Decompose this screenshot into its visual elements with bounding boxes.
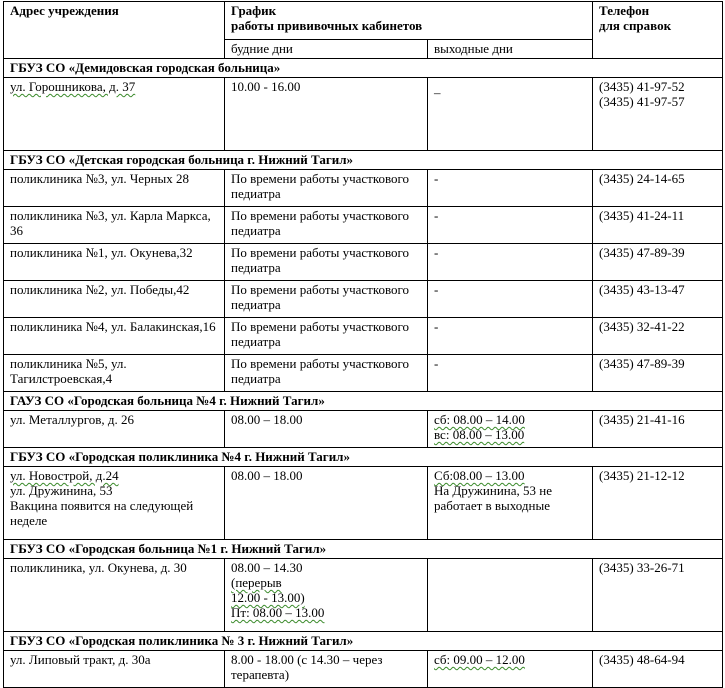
phone-cell: (3435) 47-89-39 [593, 355, 723, 392]
table-row [4, 559, 723, 632]
org-row [4, 392, 723, 411]
table-row [4, 281, 723, 318]
weekends-cell: - [428, 170, 593, 207]
table-row [4, 244, 723, 281]
address-cell: поликлиника №4, ул. Балакинская,16 [4, 318, 225, 355]
phone-cell: (3435) 41-97-52 (3435) 41-97-57 [593, 78, 723, 151]
header-phone: Телефон для справок [593, 2, 723, 59]
org-name: ГБУЗ СО «Детская городская больница г. Нижний Тагил» [4, 151, 723, 170]
vaccination-schedule-table [3, 1, 723, 688]
address-cell: ул. Горошникова, д. 37 [4, 78, 225, 151]
phone-cell: (3435) 32-41-22 [593, 318, 723, 355]
org-row [4, 448, 723, 467]
address-cell: поликлиника №3, ул. Карла Маркса, 36 [4, 207, 225, 244]
address-cell: поликлиника №5, ул. Тагилстроевская,4 [4, 355, 225, 392]
weekdays-cell: По времени работы участкового педиатра [225, 207, 428, 244]
org-name: ГБУЗ СО «Городская больница №1 г. Нижний Тагил» [4, 540, 723, 559]
table-row [4, 318, 723, 355]
org-name: ГБУЗ СО «Демидовская городская больница» [4, 59, 723, 78]
table-row [4, 78, 723, 151]
weekends-cell: - [428, 355, 593, 392]
phone-cell: (3435) 48-64-94 [593, 651, 723, 688]
address-cell: ул. Металлургов, д. 26 [4, 411, 225, 448]
table-row [4, 355, 723, 392]
header-schedule: График работы прививочных кабинетов [225, 2, 593, 40]
header-weekends: выходные дни [428, 40, 593, 59]
weekdays-cell: 08.00 – 14.30 (перерыв 12.00 - 13.00) Пт: 08.00 – 13.00 [225, 559, 428, 632]
org-name: ГБУЗ СО «Городская поликлиника № 3 г. Нижний Тагил» [4, 632, 723, 651]
weekends-cell: – [428, 78, 593, 151]
weekdays-cell: 08.00 – 18.00 [225, 467, 428, 540]
header-row [4, 2, 723, 40]
phone-cell: (3435) 41-24-11 [593, 207, 723, 244]
phone-cell: (3435) 21-41-16 [593, 411, 723, 448]
weekdays-cell: 08.00 – 18.00 [225, 411, 428, 448]
address-cell: поликлиника №1, ул. Окунева,32 [4, 244, 225, 281]
weekends-cell: - [428, 244, 593, 281]
table-row [4, 207, 723, 244]
header-weekdays: будние дни [225, 40, 428, 59]
table-row [4, 170, 723, 207]
phone-cell: (3435) 21-12-12 [593, 467, 723, 540]
table-row [4, 467, 723, 540]
header-address: Адрес учреждения [4, 2, 225, 59]
phone-cell: (3435) 33-26-71 [593, 559, 723, 632]
weekends-cell: - [428, 281, 593, 318]
address-cell: поликлиника №2, ул. Победы,42 [4, 281, 225, 318]
weekends-cell: - [428, 318, 593, 355]
address-cell: ул. Липовый тракт, д. 30а [4, 651, 225, 688]
weekends-cell: Сб:08.00 – 13.00 На Дружинина, 53 не работает в выходные [428, 467, 593, 540]
org-row [4, 151, 723, 170]
weekdays-cell: 10.00 - 16.00 [225, 78, 428, 151]
weekdays-cell: По времени работы участкового педиатра [225, 318, 428, 355]
weekdays-cell: По времени работы участкового педиатра [225, 281, 428, 318]
table-row [4, 651, 723, 688]
phone-cell: (3435) 24-14-65 [593, 170, 723, 207]
phone-cell: (3435) 47-89-39 [593, 244, 723, 281]
weekdays-cell: 8.00 - 18.00 (с 14.30 – через терапевта) [225, 651, 428, 688]
weekdays-cell: По времени работы участкового педиатра [225, 355, 428, 392]
address-cell: поликлиника №3, ул. Черных 28 [4, 170, 225, 207]
table-row [4, 411, 723, 448]
address-cell: поликлиника, ул. Окунева, д. 30 [4, 559, 225, 632]
org-row [4, 540, 723, 559]
weekends-cell: сб: 08.00 – 14.00 вс: 08.00 – 13.00 [428, 411, 593, 448]
weekends-cell: сб: 09.00 – 12.00 [428, 651, 593, 688]
weekdays-cell: По времени работы участкового педиатра [225, 170, 428, 207]
address-cell: ул. Новострой, д.24 ул. Дружинина, 53 Вакцина появится на следующей неделе [4, 467, 225, 540]
org-row [4, 59, 723, 78]
weekends-cell: - [428, 207, 593, 244]
weekends-cell [428, 559, 593, 632]
org-row [4, 632, 723, 651]
phone-cell: (3435) 43-13-47 [593, 281, 723, 318]
weekdays-cell: По времени работы участкового педиатра [225, 244, 428, 281]
org-name: ГАУЗ СО «Городская больница №4 г. Нижний Тагил» [4, 392, 723, 411]
org-name: ГБУЗ СО «Городская поликлиника №4 г. Нижний Тагил» [4, 448, 723, 467]
